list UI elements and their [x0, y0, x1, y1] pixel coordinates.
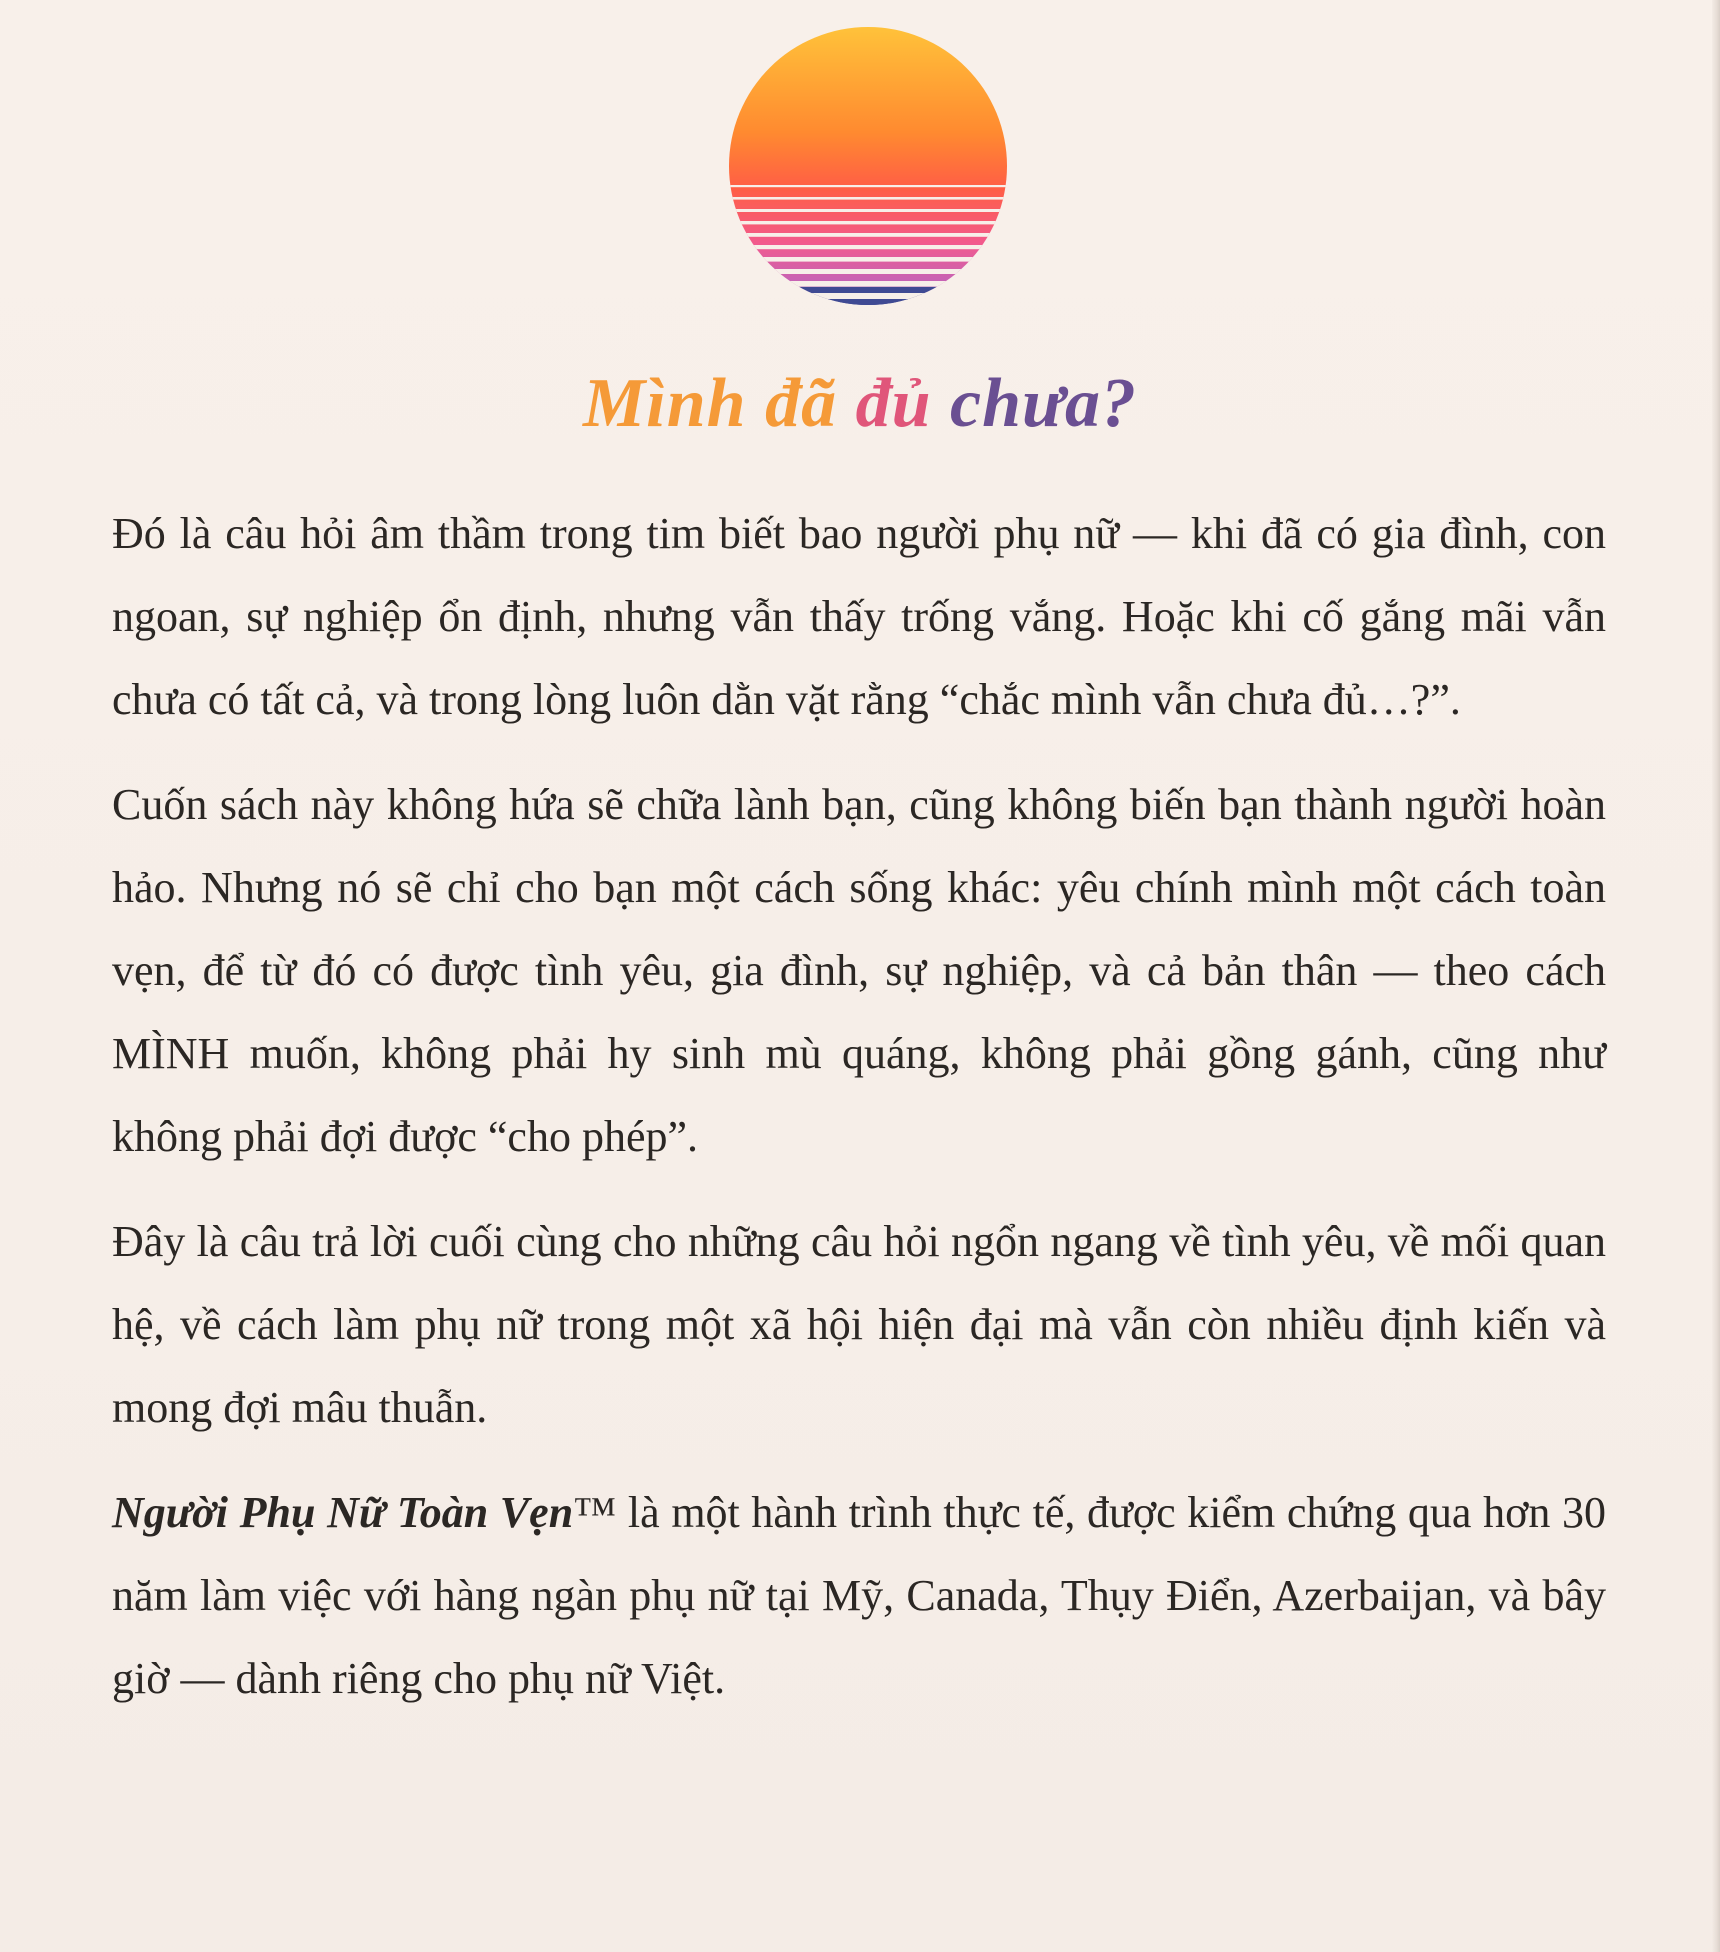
description: [112, 492, 1606, 1742]
paragraph-3-text: Đây là câu trả lời cuối cùng cho những câu hỏi ngổn ngang về tình yêu, về mối quan hệ, về cách làm phụ nữ trong một xã hội hiện đại mà vẫn còn nhiều định kiến và mong đợi mâu thuẫn.: [112, 1217, 1606, 1432]
paragraph-2: [112, 763, 1606, 1178]
paragraph-1: [112, 492, 1606, 741]
paragraph-2-text: Cuốn sách này không hứa sẽ chữa lành bạn, cũng không biến bạn thành người hoàn hảo. Nhưng nó sẽ chỉ cho bạn một cách sống khác: yêu chính mình một cách toàn vẹn, để từ đó có được tình yêu, gia đình, sự nghiệp, và cả bản thân — theo cách MÌNH muốn, không phải hy sinh mù quáng, không phải gồng gánh, cũng như không phải đợi được “cho phép”.: [112, 780, 1606, 1161]
book-title-emphasis: Người Phụ Nữ Toàn Vẹn: [112, 1488, 574, 1537]
title-part-3: chưa?: [950, 365, 1137, 442]
paragraph-4-text: ™ là một hành trình thực tế, được kiểm chứng qua hơn 30 năm làm việc với hàng ngàn phụ nữ tại Mỹ, Canada, Thụy Điển, Azerbaijan, và bây giờ — dành riêng cho phụ nữ Việt.: [112, 1488, 1606, 1703]
page-title: [0, 356, 1720, 452]
cover-edge: [1712, 0, 1720, 1952]
title-part-1: Mình đã: [583, 365, 838, 442]
title-part-2: đủ: [855, 365, 932, 442]
paragraph-4: [112, 1471, 1606, 1720]
paragraph-3: [112, 1200, 1606, 1449]
paragraph-1-text: Đó là câu hỏi âm thầm trong tim biết bao người phụ nữ — khi đã có gia đình, con ngoan, sự nghiệp ổn định, nhưng vẫn thấy trống vắng. Hoặc khi cố gắng mãi vẫn chưa có tất cả, và trong lòng luôn dằn vặt rằng “chắc mình vẫn chưa đủ…?”.: [112, 509, 1606, 724]
sunset-sun-icon: [727, 25, 1009, 307]
